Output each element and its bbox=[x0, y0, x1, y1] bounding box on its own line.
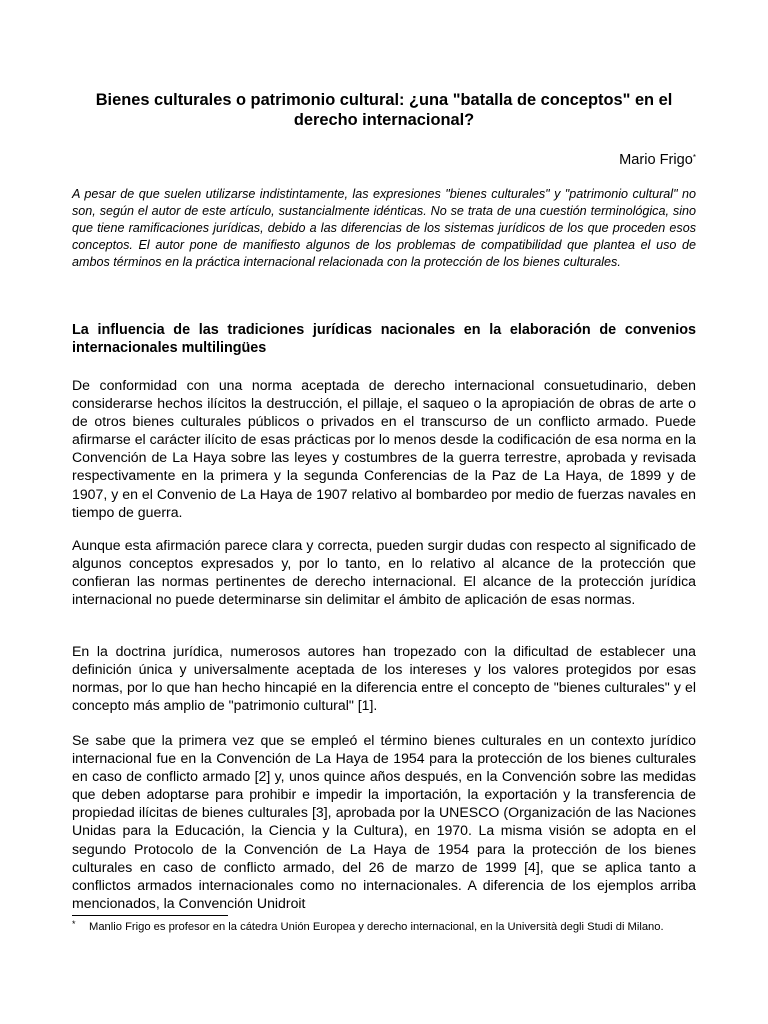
author-footnote-mark: * bbox=[692, 153, 696, 162]
abstract: A pesar de que suelen utilizarse indistintamente, las expresiones "bienes culturales" y "patrimonio cultural" no son, según el autor de este artículo, sustancialmente idénticas. No se trata de una cuestión terminológica, sino que tiene ramificaciones jurídicas, debido a las diferencias de los sistemas jurídicos de los que proceden esos conceptos. El autor pone de manifiesto algunos de los problemas de compatibilidad que plantea el uso de ambos términos en la práctica internacional relacionada con la protección de los bienes culturales. bbox=[72, 187, 696, 270]
footnote bbox=[72, 920, 696, 935]
body-paragraph: De conformidad con una norma aceptada de derecho internacional consuetudinario, deben considerarse hechos ilícitos la destrucción, el pillaje, el saqueo o la apropiación de obras de arte o de otros bienes culturales públicos o privados en el transcurso de un conflicto armado. Puede afirmarse el carácter ilícito de esas prácticas por lo menos desde la codificación de esa norma en la Convención de La Haya sobre las leyes y costumbres de la guerra terrestre, aprobada y revisada respectivamente en la primera y la segunda Conferencias de la Paz de La Haya, de 1899 y de 1907, y en el Convenio de La Haya de 1907 relativo al bombardeo por medio de fuerzas navales en tiempo de guerra. bbox=[72, 377, 696, 520]
section-heading: La influencia de las tradiciones jurídicas nacionales en la elaboración de convenios internacionales multilingües bbox=[72, 322, 696, 356]
body-paragraph: En la doctrina jurídica, numerosos autores han tropezado con la dificultad de establecer una definición única y universalmente aceptada de los intereses y los valores protegidos por esas normas, por lo que han hecho hincapié en la diferencia entre el concepto de "bienes culturales" y el concepto más amplio de "patrimonio cultural" [1]. bbox=[72, 643, 696, 714]
body-paragraph: Se sabe que la primera vez que se empleó el término bienes culturales en un contexto jurídico internacional fue en la Convención de La Haya de 1954 para la protección de los bienes culturales en caso de conflicto armado [2] y, unos quince años después, en la Convención sobre las medidas que deben adoptarse para prohibir e impedir la importación, la exportación y la transferencia de propiedad ilícitas de bienes culturales [3], aprobada por la UNESCO (Organización de las Naciones Unidas para la Educación, la Ciencia y la Cultura), en 1970. La misma visión se adopta en el segundo Protocolo de la Convención de La Haya de 1954 para la protección de los bienes culturales en caso de conflicto armado, del 26 de marzo de 1999 [4], que se aplica tanto a conflictos armados internacionales como no internacionales. A diferencia de los ejemplos arriba mencionados, la Convención Unidroit bbox=[72, 732, 696, 911]
author-line bbox=[619, 151, 696, 169]
footnote-separator bbox=[72, 915, 228, 916]
footnote-mark: * bbox=[72, 919, 76, 929]
author-name: Mario Frigo bbox=[619, 152, 693, 168]
document-title: Bienes culturales o patrimonio cultural: ¿una "batalla de conceptos" en el derecho internacional? bbox=[95, 91, 673, 129]
footnote-text: Manlio Frigo es profesor en la cátedra Unión Europea y derecho internacional, en la Università degli Studi di Milano. bbox=[89, 921, 664, 933]
body-paragraph: Aunque esta afirmación parece clara y correcta, pueden surgir dudas con respecto al significado de algunos conceptos expresados y, por lo tanto, en lo relativo al alcance de la protección que confieran las normas pertinentes de derecho internacional. El alcance de la protección jurídica internacional no puede determinarse sin delimitar el ámbito de aplicación de esas normas. bbox=[72, 537, 696, 608]
